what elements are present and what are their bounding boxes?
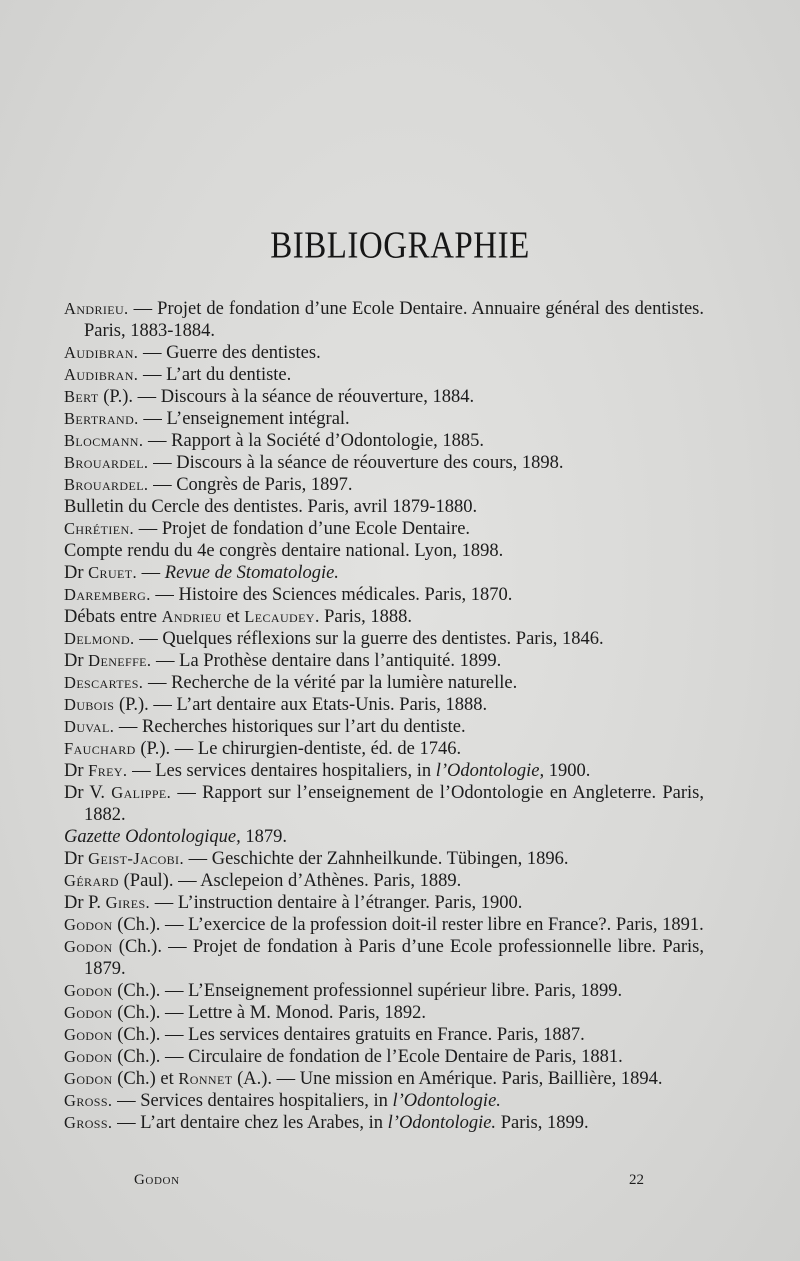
bibliography-entry (64, 1002, 704, 1024)
author-name: Bertrand. (64, 409, 139, 428)
author-name: Brouardel. (64, 475, 149, 494)
author-name: Godon (64, 1025, 113, 1044)
entry-text: — Congrès de Paris, 1897. (148, 475, 353, 495)
author-name: Godon (64, 1047, 113, 1066)
entry-text: (Ch.) et (112, 1069, 179, 1089)
author-name: Audibran. (64, 343, 139, 362)
bibliography-entry (64, 540, 704, 562)
entry-text: Dr P. (64, 893, 106, 913)
entry-text: — Guerre des dentistes. (138, 343, 321, 363)
author-name: Galippe. (111, 783, 172, 802)
bibliography-entry (64, 364, 704, 386)
bibliography-entry (64, 826, 704, 848)
bibliography-entry (64, 298, 704, 342)
bibliography-entry (64, 694, 704, 716)
bibliography-entry (64, 672, 704, 694)
bibliography-entry (64, 518, 704, 540)
bibliography-entry (64, 430, 704, 452)
entry-text: — La Prothèse dentaire dans l’antiquité. 1899. (151, 651, 502, 671)
author-name: Audibran. (64, 365, 139, 384)
entry-text: (Ch.). — L’exercice de la profession doit-il rester libre en France?. Paris, 1891. (112, 915, 704, 935)
italic-title: l’Odontologie. (387, 1113, 497, 1133)
entry-text: Dr (64, 849, 89, 869)
entry-text: — L’art du dentiste. (138, 365, 292, 385)
bibliography-entry (64, 760, 704, 782)
entry-text: et (221, 607, 245, 627)
entry-text: 1900. (544, 761, 591, 781)
bibliography-entry (64, 386, 704, 408)
entry-text: Débats entre (64, 607, 162, 627)
bibliography-entry (64, 562, 704, 584)
author-name: Bert (64, 387, 99, 406)
entry-text: (Ch.). — L’Enseignement professionnel supérieur libre. Paris, 1899. (112, 981, 623, 1001)
entry-text: — Recherche de la vérité par la lumière naturelle. (143, 673, 518, 693)
entry-text: (Paul). — Asclepeion d’Athènes. Paris, 1889. (119, 871, 462, 891)
page-title: BIBLIOGRAPHIE (270, 225, 530, 267)
bibliography-entry (64, 914, 704, 936)
bibliography-entry (64, 936, 704, 980)
author-name: Andrieu. (64, 299, 129, 318)
author-name: Daremberg. (64, 585, 151, 604)
bibliography-entry (64, 584, 704, 606)
bibliography-entry (64, 1046, 704, 1068)
entry-text: — Projet de fondation d’une Ecole Dentaire. Annuaire général des dentistes. Paris, 1883-1884. (84, 299, 704, 341)
entry-text: — Quelques réflexions sur la guerre des dentistes. Paris, 1846. (134, 629, 604, 649)
bibliography-entry (64, 892, 704, 914)
page-number: 22 (629, 1172, 644, 1188)
page-footer (134, 1172, 644, 1196)
entry-text: (Ch.). — Les services dentaires gratuits en France. Paris, 1887. (112, 1025, 585, 1045)
entry-text: (P.). — L’art dentaire aux Etats-Unis. Paris, 1888. (114, 695, 488, 715)
entry-text: Dr (64, 651, 89, 671)
author-name: Geist-Jacobi. (88, 849, 184, 868)
author-name: Blocmann. (64, 431, 144, 450)
author-name: Dubois (64, 695, 115, 714)
entry-text: Dr (64, 563, 89, 583)
italic-title: l’Odontologie. (392, 1091, 501, 1111)
bibliography-entry (64, 606, 704, 628)
author-name: Gross. (64, 1113, 113, 1132)
bibliography-entry (64, 782, 704, 826)
entry-text: — L’art dentaire chez les Arabes, in (112, 1113, 388, 1133)
author-name: Chrétien. (64, 519, 135, 538)
author-name: Gérard (64, 871, 119, 890)
bibliography-entry (64, 452, 704, 474)
bibliography-entry (64, 1024, 704, 1046)
bibliography-entry (64, 496, 704, 518)
entry-text: — Rapport sur l’enseignement de l’Odontologie en Angleterre. Paris, 1882. (84, 783, 704, 825)
author-name: Godon (64, 1069, 113, 1088)
author-name: Delmond. (64, 629, 135, 648)
italic-title: Gazette Odontologique, (64, 827, 241, 847)
entry-text: — Recherches historiques sur l’art du dentiste. (114, 717, 466, 737)
bibliography-entry (64, 628, 704, 650)
author-name: Deneffe. (88, 651, 152, 670)
bibliography-entry (64, 650, 704, 672)
author-name: Gross. (64, 1091, 113, 1110)
entry-text: . Paris, 1888. (314, 607, 412, 627)
bibliography-entry (64, 1068, 704, 1090)
bibliography-entry (64, 474, 704, 496)
entry-text: Compte rendu du 4e congrès dentaire national. Lyon, 1898. (64, 541, 504, 561)
author-name: Andrieu (161, 607, 222, 626)
italic-title: l’Odontologie, (435, 761, 545, 781)
entry-text: (Ch.). — Lettre à M. Monod. Paris, 1892. (112, 1003, 427, 1023)
entry-text: — Discours à la séance de réouverture des cours, 1898. (148, 453, 564, 473)
author-name: Godon (64, 1003, 113, 1022)
entry-text: Bulletin du Cercle des dentistes. Paris, avril 1879-1880. (64, 497, 478, 517)
bibliography-list (64, 298, 704, 1134)
entry-text: (Ch.). — Circulaire de fondation de l’Ecole Dentaire de Paris, 1881. (112, 1047, 623, 1067)
entry-text: — Geschichte der Zahnheilkunde. Tübingen, 1896. (183, 849, 569, 869)
author-name: Gires. (105, 893, 151, 912)
entry-text: — Projet de fondation d’une Ecole Dentaire. (134, 519, 471, 539)
bibliography-entry (64, 408, 704, 430)
author-name: Godon (64, 981, 113, 1000)
entry-text: Dr (64, 761, 89, 781)
entry-text: — Rapport à la Société d’Odontologie, 1885. (143, 431, 485, 451)
bibliography-entry (64, 342, 704, 364)
author-name: Godon (64, 915, 113, 934)
author-name: Descartes. (64, 673, 144, 692)
author-name: Cruet. (88, 563, 138, 582)
author-name: Duval. (64, 717, 115, 736)
entry-text: (Ch.). — Projet de fondation à Paris d’une Ecole professionnelle libre. Paris, 1879. (84, 937, 704, 979)
italic-title: Revue de Stomatologie. (164, 563, 339, 583)
author-name: Fauchard (64, 739, 136, 758)
entry-text: — Services dentaires hospitaliers, in (112, 1091, 393, 1111)
entry-text: — Les services dentaires hospitaliers, in (127, 761, 436, 781)
author-name: Brouardel. (64, 453, 149, 472)
entry-text: — L’enseignement intégral. (138, 409, 350, 429)
author-name: Ronnet (178, 1069, 233, 1088)
entry-text: — Histoire des Sciences médicales. Paris, 1870. (150, 585, 513, 605)
entry-text: (A.). — Une mission en Amérique. Paris, Baillière, 1894. (232, 1069, 663, 1089)
entry-text: (P.). — Discours à la séance de réouverture, 1884. (98, 387, 475, 407)
entry-text: (P.). — Le chirurgien-dentiste, éd. de 1746. (135, 739, 462, 759)
bibliography-entry (64, 738, 704, 760)
entry-text: — (137, 563, 165, 583)
bibliography-entry (64, 1090, 704, 1112)
footer-signature: Godon (134, 1172, 180, 1188)
author-name: Lecaudey (244, 607, 315, 626)
bibliography-entry (64, 1112, 704, 1134)
entry-text: Dr V. (64, 783, 112, 803)
author-name: Frey. (88, 761, 128, 780)
entry-text: 1879. (240, 827, 288, 847)
entry-text: Paris, 1899. (496, 1113, 589, 1133)
bibliography-entry (64, 716, 704, 738)
entry-text: — L’instruction dentaire à l’étranger. Paris, 1900. (150, 893, 523, 913)
author-name: Godon (64, 937, 113, 956)
bibliography-entry (64, 870, 704, 892)
bibliography-entry (64, 848, 704, 870)
bibliography-entry (64, 980, 704, 1002)
